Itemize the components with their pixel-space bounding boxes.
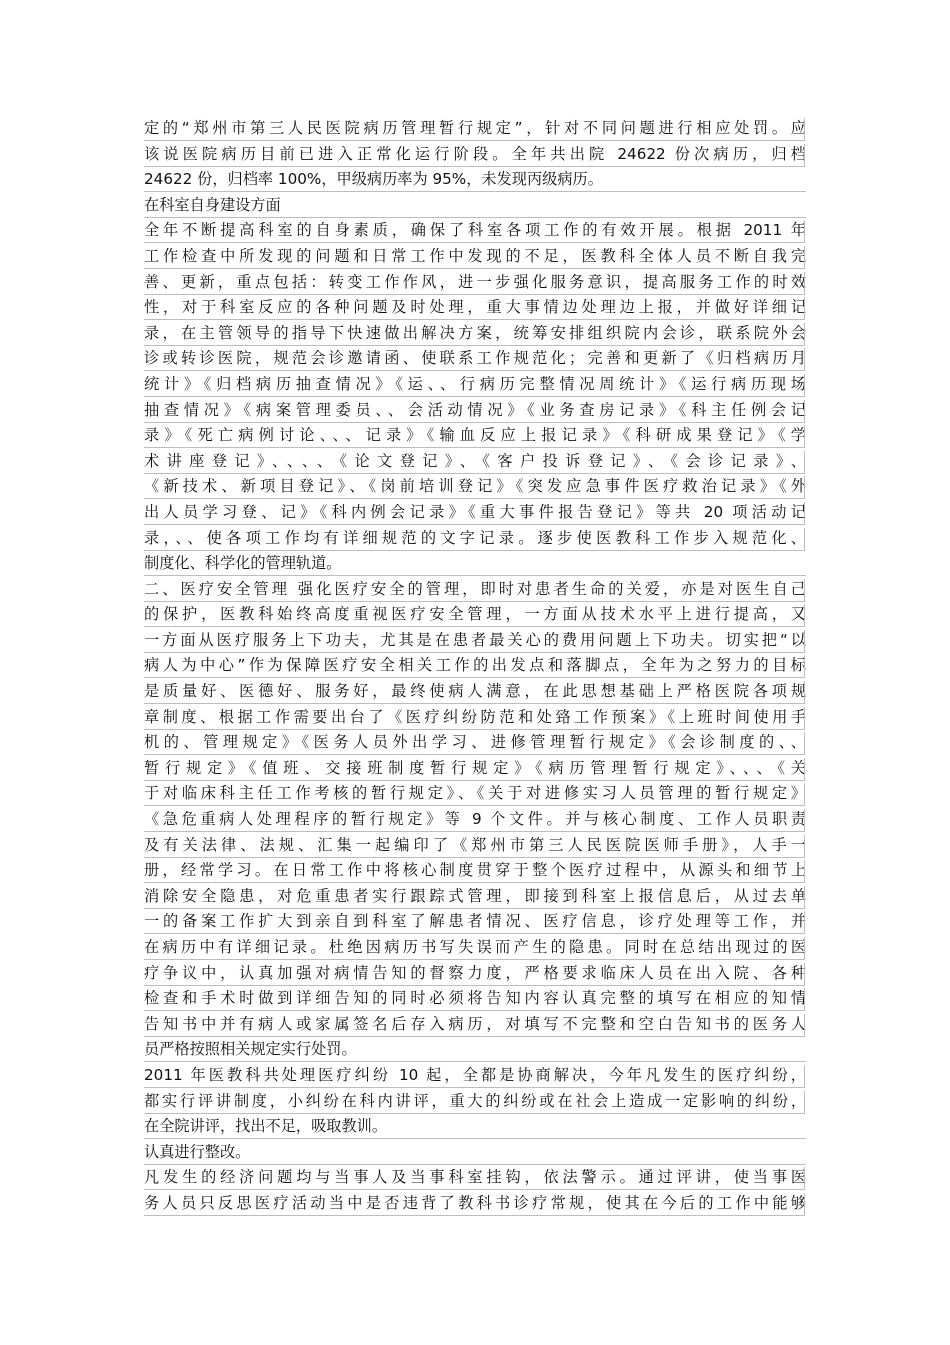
text-line: 章制度、根据工作需要出台了《医疗纠纷防范和处臵工作预案》《上班时间使用手 (144, 705, 806, 731)
text-line: 务人员只反思医疗活动当中是否违背了教科书诊疗常规，使其在今后的工作中能够 (144, 1191, 806, 1217)
text-underline-box (144, 655, 805, 678)
text-underline-box (144, 528, 805, 551)
document-body (144, 116, 806, 1217)
text-underline-box (144, 1116, 806, 1139)
text-underline-box (144, 963, 805, 986)
text-line: 出人员学习登、记》《科内例会记录》《重大事件报告登记》等共 20 项活动记 (144, 500, 806, 526)
text-line: 性，对于科室反应的各种问题及时处理，重大事情边处理边上报，并做好详细记 (144, 295, 806, 321)
text-underline-box (144, 246, 805, 269)
text-underline-box (144, 348, 805, 371)
text-line: 该说医院病历目前已进入正常化运行阶段。全年共出院 24622 份次病历，归档 (144, 142, 806, 168)
text-line: 都实行评讲制度，小纠纷在科内讲评，重大的纠纷或在社会上造成一定影响的纠纷， (144, 1089, 806, 1115)
text-line: 录，、、使各项工作均有详细规范的文字记录。逐步使医教科工作步入规范化、 (144, 526, 806, 552)
text-underline-box (144, 707, 805, 730)
text-line: 诊或转诊医院，规范会诊邀请函、使联系工作规范化；完善和更新了《归档病历月 (144, 346, 806, 372)
text-underline-box (144, 272, 805, 295)
text-underline-box (144, 400, 805, 423)
text-underline-box (144, 1039, 806, 1062)
text-underline-box (144, 681, 805, 704)
text-underline-box (144, 1014, 805, 1037)
text-underline-box (144, 579, 805, 602)
text-line: 定的“郑州市第三人民医院病历管理暂行规定”，针对不同问题进行相应处罚。应 (144, 116, 806, 142)
text-underline-box (144, 425, 805, 448)
text-line: 录》《死亡病例讨论、、、记录》《输血反应上报记录》《科研成果登记》《学 (144, 423, 806, 449)
text-underline-box (144, 886, 805, 909)
text-line: 告知书中并有病人或家属签名后存入病历，对填写不完整和空白告知书的医务人 (144, 1012, 806, 1038)
text-line: 凡发生的经济问题均与当事人及当事科室挂钩，依法警示。通过评讲，使当事医 (144, 1165, 806, 1191)
text-line: 2011 年医教科共处理医疗纠纷 10 起，全都是协商解决，今年凡发生的医疗纠纷， (144, 1063, 806, 1089)
text-line: 全年不断提高科室的自身素质，确保了科室各项工作的有效开展。根据 2011 年 (144, 218, 806, 244)
text-underline-box (144, 1091, 805, 1114)
text-underline-box (144, 937, 805, 960)
text-underline-box (144, 1142, 806, 1165)
text-underline-box (144, 630, 805, 653)
text-underline-box (144, 220, 805, 243)
text-underline-box (144, 604, 805, 627)
text-line: 及有关法律、法规、汇集一起编印了《郑州市第三人民医院医师手册》，人手一 (144, 833, 806, 859)
text-line: 术讲座登记》、、、、《论文登记》、《客户投诉登记》、《会诊记录》、 (144, 449, 806, 475)
text-line: 24622 份，归档率 100%，甲级病历率为 95%，未发现丙级病历。 (144, 167, 806, 193)
text-underline-box (144, 169, 806, 192)
text-underline-box (144, 323, 805, 346)
text-underline-box (144, 988, 805, 1011)
text-line: 病人为中心”作为保障医疗安全相关工作的出发点和落脚点，全年为之努力的目标 (144, 653, 806, 679)
text-line: 消除安全隐患，对危重患者实行跟踪式管理，即接到科室上报信息后，从过去单 (144, 884, 806, 910)
text-line: 在病历中有详细记录。杜绝因病历书写失误而产生的隐患。同时在总结出现过的医 (144, 935, 806, 961)
text-line: 《新技术、新项目登记》、《岗前培训登记》《突发应急事件医疗救治记录》《外 (144, 474, 806, 500)
text-underline-box (144, 297, 805, 320)
text-underline-box (144, 783, 805, 806)
text-underline-box (144, 118, 805, 141)
text-line: 检查和手术时做到详细告知的同时必须将告知内容认真完整的填写在相应的知情 (144, 986, 806, 1012)
text-line: 册，经常学习。在日常工作中将核心制度贯穿于整个医疗过程中，从源头和细节上 (144, 858, 806, 884)
text-line: 暂行规定》《值班、交接班制度暂行规定》《病历管理暂行规定》、、、《关 (144, 756, 806, 782)
text-underline-box (144, 860, 805, 883)
text-line: 在全院讲评，找出不足，吸取教训。 (144, 1114, 806, 1140)
text-line: 善、更新，重点包括：转变工作作风，进一步强化服务意识，提高服务工作的时效 (144, 270, 806, 296)
section-heading: 在科室自身建设方面 (144, 193, 806, 219)
text-underline-box (144, 809, 805, 832)
text-underline-box (144, 1065, 805, 1088)
text-line: 工作检查中所发现的问题和日常工作中发现的不足，医教科全体人员不断自我完 (144, 244, 806, 270)
text-underline-box (144, 476, 805, 499)
text-underline-box (144, 451, 805, 474)
text-line: 录，在主管领导的指导下快速做出解决方案，统筹安排组织院内会诊，联系院外会 (144, 321, 806, 347)
text-underline-box (144, 911, 805, 934)
text-line: 一方面从医疗服务上下功夫，尤其是在患者最关心的费用问题上下功夫。切实把“以 (144, 628, 806, 654)
text-line: 一的备案工作扩大到亲自到科室了解患者情况、医疗信息，诊疗处理等工作，并 (144, 909, 806, 935)
text-underline-box (144, 374, 805, 397)
text-underline-box (144, 553, 806, 576)
text-line: 机的、管理规定》《医务人员外出学习、进修管理暂行规定》《会诊制度的、、 (144, 730, 806, 756)
text-line: 的保护，医教科始终高度重视医疗安全管理，一方面从技术水平上进行提高，又 (144, 602, 806, 628)
section-heading: 二、医疗安全管理 强化医疗安全的管理，即时对患者生命的关爱，亦是对医生自己 (144, 577, 806, 603)
text-line: 抽查情况》《病案管理委员、、会活动情况》《业务查房记录》《科主任例会记 (144, 398, 806, 424)
text-underline-box (144, 732, 805, 755)
text-underline-box (144, 835, 805, 858)
text-line: 是质量好、医德好、服务好，最终使病人满意，在此思想基础上严格医院各项规 (144, 679, 806, 705)
text-underline-box (144, 758, 805, 781)
text-underline-box (144, 502, 805, 525)
text-line: 统计》《归档病历抽查情况》《运、、行病历完整情况周统计》《运行病历现场 (144, 372, 806, 398)
text-line: 认真进行整改。 (144, 1140, 806, 1166)
text-underline-box (144, 195, 806, 218)
text-underline-box (144, 1193, 805, 1216)
text-line: 于对临床科主任工作考核的暂行规定》、《关于对进修实习人员管理的暂行规定》 (144, 781, 806, 807)
text-underline-box (144, 144, 805, 167)
text-line: 员严格按照相关规定实行处罚。 (144, 1037, 806, 1063)
text-line: 《急危重病人处理程序的暂行规定》等 9 个文件。并与核心制度、工作人员职责 (144, 807, 806, 833)
text-underline-box (144, 1167, 805, 1190)
text-line: 疗争议中，认真加强对病情告知的督察力度，严格要求临床人员在出入院、各种 (144, 961, 806, 987)
text-line: 制度化、科学化的管理轨道。 (144, 551, 806, 577)
